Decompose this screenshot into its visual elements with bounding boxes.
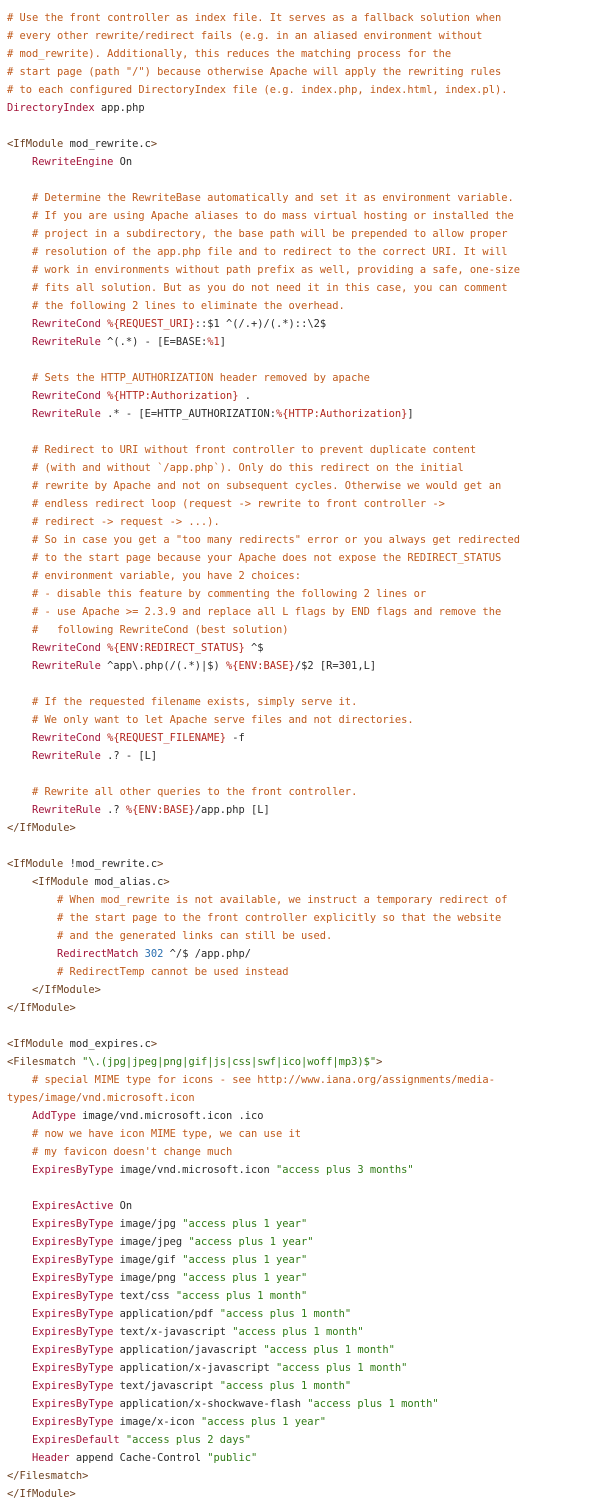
- text-token: .? - [L]: [100, 750, 158, 762]
- comment-token: # environment variable, you have 2 choices:: [7, 570, 302, 582]
- tag-token: <IfModule: [32, 876, 89, 888]
- string-token: "access plus 1 month": [232, 1326, 364, 1338]
- tag-token: <IfModule: [7, 1038, 64, 1050]
- comment-token: # - disable this feature by commenting the following 2 lines or: [7, 588, 427, 600]
- comment-token: types/image/vnd.microsoft.icon: [7, 1092, 195, 1104]
- code-line: [7, 1377, 597, 1395]
- string-token: "access plus 3 months": [276, 1164, 414, 1176]
- directive-token: ExpiresByType: [32, 1326, 114, 1338]
- text-token: [7, 1236, 32, 1248]
- text-token: mod_expires.c: [63, 1038, 151, 1050]
- variable-token: %{ENV:BASE}: [125, 804, 195, 816]
- comment-token: # If the requested filename exists, simply serve it.: [7, 696, 358, 708]
- code-line: [7, 351, 597, 369]
- code-line: [7, 909, 597, 927]
- string-token: "access plus 1 month": [307, 1398, 439, 1410]
- comment-token: # to each configured DirectoryIndex file (e.g. index.php, index.html, index.pl).: [7, 84, 508, 96]
- code-line: [7, 945, 597, 963]
- text-token: ^/$ /app.php/: [163, 948, 252, 960]
- code-line: [7, 9, 597, 27]
- code-listing: [7, 9, 597, 1503]
- comment-token: # my favicon doesn't change much: [7, 1146, 233, 1158]
- code-line: [7, 405, 597, 423]
- directive-token: ExpiresByType: [32, 1290, 114, 1302]
- comment-token: # and the generated links can still be used.: [7, 930, 333, 942]
- string-token: "access plus 2 days": [125, 1434, 252, 1446]
- code-line: [7, 1467, 597, 1485]
- variable-token: %1: [207, 336, 220, 348]
- string-token: "\.(jpg|jpeg|png|gif|js|css|swf|ico|woff|mp3)$": [82, 1056, 377, 1068]
- directive-token: ExpiresByType: [32, 1416, 114, 1428]
- directive-token: ExpiresByType: [32, 1254, 114, 1266]
- code-line: [7, 747, 597, 765]
- text-token: ]: [407, 408, 414, 420]
- code-line: [7, 423, 597, 441]
- directive-token: DirectoryIndex: [7, 102, 95, 114]
- tag-token: >: [157, 858, 164, 870]
- directive-token: ExpiresByType: [32, 1398, 114, 1410]
- string-token: "public": [207, 1452, 258, 1464]
- text-token: application/pdf: [113, 1308, 220, 1320]
- code-line: [7, 441, 597, 459]
- text-token: [7, 660, 32, 672]
- code-line: [7, 1143, 597, 1161]
- code-line: [7, 693, 597, 711]
- text-token: [7, 336, 32, 348]
- comment-token: # So in case you get a "too many redirects" error or you always get redirected: [7, 534, 520, 546]
- code-line: [7, 963, 597, 981]
- text-token: [7, 1290, 32, 1302]
- comment-token: # the start page to the front controller explicitly so that the website: [7, 912, 502, 924]
- code-line: [7, 711, 597, 729]
- comment-token: # (with and without `/app.php`). Only do this redirect on the initial: [7, 462, 464, 474]
- text-token: image/vnd.microsoft.icon .ico: [75, 1110, 264, 1122]
- comment-token: # Rewrite all other queries to the front controller.: [7, 786, 358, 798]
- directive-token: RewriteCond: [32, 642, 101, 654]
- text-token: !mod_rewrite.c: [63, 858, 158, 870]
- comment-token: # following RewriteCond (best solution): [7, 624, 289, 636]
- text-token: text/x-javascript: [113, 1326, 233, 1338]
- code-line: [7, 783, 597, 801]
- comment-token: # If you are using Apache aliases to do mass virtual hosting or installed the: [7, 210, 514, 222]
- string-token: "access plus 1 month": [219, 1308, 352, 1320]
- directive-token: ExpiresByType: [32, 1380, 114, 1392]
- text-token: [7, 732, 32, 744]
- directive-token: ExpiresByType: [32, 1308, 114, 1320]
- text-token: image/gif: [113, 1254, 183, 1266]
- code-line: [7, 1197, 597, 1215]
- text-token: ]: [219, 336, 226, 348]
- comment-token: # special MIME type for icons - see http://www.iana.org/assignments/media-: [7, 1074, 495, 1086]
- tag-token: >: [150, 1038, 158, 1050]
- directive-token: ExpiresByType: [32, 1164, 114, 1176]
- directive-token: RewriteEngine: [32, 156, 114, 168]
- tag-token: <IfModule: [7, 138, 64, 150]
- code-line: [7, 639, 597, 657]
- code-line: [7, 261, 597, 279]
- text-token: append Cache-Control: [69, 1452, 208, 1464]
- code-line: [7, 585, 597, 603]
- text-token: ::$1 ^(/.+)/(.*)::\2$: [194, 318, 327, 330]
- code-line: [7, 549, 597, 567]
- text-token: [7, 1398, 32, 1410]
- code-line: [7, 1305, 597, 1323]
- code-line: [7, 855, 597, 873]
- text-token: -f: [225, 732, 245, 744]
- tag-token: >: [150, 138, 158, 150]
- code-line: [7, 729, 597, 747]
- text-token: [7, 1218, 32, 1230]
- text-token: /$2 [R=301,L]: [294, 660, 377, 672]
- code-line: [7, 891, 597, 909]
- comment-token: # every other rewrite/redirect fails (e.g. in an aliased environment without: [7, 30, 483, 42]
- text-token: [7, 750, 32, 762]
- code-line: [7, 45, 597, 63]
- variable-token: %{REQUEST_URI}: [107, 318, 195, 330]
- text-token: [7, 1200, 32, 1212]
- directive-token: AddType: [32, 1110, 76, 1122]
- variable-token: %{ENV:REDIRECT_STATUS}: [107, 642, 245, 654]
- comment-token: # We only want to let Apache serve files and not directories.: [7, 714, 414, 726]
- comment-token: # - use Apache >= 2.3.9 and replace all L flags by END flags and remove the: [7, 606, 502, 618]
- variable-token: %{HTTP:Authorization}: [276, 408, 408, 420]
- string-token: "access plus 1 year": [182, 1218, 308, 1230]
- code-line: [7, 1287, 597, 1305]
- variable-token: %{ENV:BASE}: [225, 660, 295, 672]
- text-token: image/x-icon: [113, 1416, 201, 1428]
- text-token: [7, 1452, 32, 1464]
- number-token: 302: [144, 948, 164, 960]
- string-token: "access plus 1 year": [188, 1236, 314, 1248]
- text-token: [7, 1380, 32, 1392]
- code-line: [7, 1017, 597, 1035]
- code-line: [7, 207, 597, 225]
- code-line: [7, 477, 597, 495]
- directive-token: ExpiresByType: [32, 1272, 114, 1284]
- code-line: [7, 1233, 597, 1251]
- code-line: [7, 297, 597, 315]
- directive-token: RewriteCond: [32, 390, 101, 402]
- text-token: text/javascript: [113, 1380, 220, 1392]
- comment-token: # start page (path "/") because otherwise Apache will apply the rewriting rules: [7, 66, 502, 78]
- code-line: [7, 225, 597, 243]
- comment-token: # the following 2 lines to eliminate the overhead.: [7, 300, 345, 312]
- code-line: [7, 315, 597, 333]
- tag-token: <IfModule: [7, 858, 64, 870]
- code-line: [7, 1179, 597, 1197]
- code-line: [7, 837, 597, 855]
- code-line: [7, 369, 597, 387]
- text-token: [7, 1272, 32, 1284]
- comment-token: # project in a subdirectory, the base path will be prepended to allow proper: [7, 228, 508, 240]
- code-line: [7, 657, 597, 675]
- code-line: [7, 27, 597, 45]
- text-token: /app.php [L]: [194, 804, 270, 816]
- comment-token: # to the start page because your Apache does not expose the REDIRECT_STATUS: [7, 552, 502, 564]
- text-token: [7, 642, 32, 654]
- code-line: [7, 171, 597, 189]
- code-line: [7, 99, 597, 117]
- directive-token: RewriteRule: [32, 804, 101, 816]
- code-line: [7, 1359, 597, 1377]
- text-token: mod_alias.c: [88, 876, 164, 888]
- code-line: [7, 495, 597, 513]
- tag-token: </IfModule>: [7, 984, 101, 996]
- text-token: [7, 1326, 32, 1338]
- comment-token: # work in environments without path prefix as well, providing a safe, one-size: [7, 264, 520, 276]
- directive-token: ExpiresByType: [32, 1344, 114, 1356]
- directive-token: RewriteCond: [32, 318, 101, 330]
- text-token: ^(.*) - [E=BASE:: [100, 336, 208, 348]
- text-token: [7, 804, 32, 816]
- code-line: [7, 1053, 597, 1071]
- text-token: application/javascript: [113, 1344, 264, 1356]
- code-line: [7, 621, 597, 639]
- code-line: [7, 1413, 597, 1431]
- text-token: image/jpeg: [113, 1236, 189, 1248]
- comment-token: # mod_rewrite). Additionally, this reduces the matching process for the: [7, 48, 452, 60]
- code-line: [7, 999, 597, 1017]
- string-token: "access plus 1 month": [219, 1380, 352, 1392]
- text-token: image/jpg: [113, 1218, 183, 1230]
- text-token: application/x-javascript: [113, 1362, 277, 1374]
- text-token: [7, 408, 32, 420]
- string-token: "access plus 1 year": [182, 1254, 308, 1266]
- text-token: [7, 318, 32, 330]
- code-line: [7, 459, 597, 477]
- text-token: [7, 390, 32, 402]
- code-line: [7, 765, 597, 783]
- string-token: "access plus 1 month": [175, 1290, 308, 1302]
- directive-token: RewriteCond: [32, 732, 101, 744]
- comment-token: # Use the front controller as index file. It serves as a fallback solution when: [7, 12, 502, 24]
- text-token: [7, 1344, 32, 1356]
- text-token: text/css: [113, 1290, 176, 1302]
- text-token: ^app\.php(/(.*)|$): [100, 660, 226, 672]
- text-token: [7, 876, 32, 888]
- code-line: [7, 243, 597, 261]
- directive-token: RedirectMatch: [57, 948, 139, 960]
- code-line: [7, 1485, 597, 1503]
- code-line: [7, 81, 597, 99]
- directive-token: RewriteRule: [32, 750, 101, 762]
- directive-token: ExpiresActive: [32, 1200, 114, 1212]
- code-line: [7, 153, 597, 171]
- code-line: [7, 1431, 597, 1449]
- code-line: [7, 603, 597, 621]
- tag-token: <Filesmatch: [7, 1056, 76, 1068]
- code-line: [7, 1107, 597, 1125]
- code-line: [7, 1269, 597, 1287]
- comment-token: # now we have icon MIME type, we can use it: [7, 1128, 302, 1140]
- comment-token: # resolution of the app.php file and to redirect to the correct URI. It will: [7, 246, 508, 258]
- comment-token: # rewrite by Apache and not on subsequent cycles. Otherwise we would get an: [7, 480, 502, 492]
- text-token: [7, 1416, 32, 1428]
- text-token: app.php: [94, 102, 145, 114]
- code-line: [7, 189, 597, 207]
- code-line: [7, 117, 597, 135]
- code-line: [7, 1323, 597, 1341]
- code-line: [7, 1251, 597, 1269]
- text-token: .* - [E=HTTP_AUTHORIZATION:: [100, 408, 277, 420]
- text-token: On: [113, 156, 133, 168]
- text-token: image/vnd.microsoft.icon: [113, 1164, 277, 1176]
- text-token: [7, 1362, 32, 1374]
- text-token: .: [238, 390, 252, 402]
- variable-token: %{HTTP:Authorization}: [107, 390, 239, 402]
- directive-token: RewriteRule: [32, 336, 101, 348]
- text-token: application/x-shockwave-flash: [113, 1398, 308, 1410]
- text-token: [7, 1254, 32, 1266]
- tag-token: </IfModule>: [7, 822, 76, 834]
- code-line: [7, 1035, 597, 1053]
- comment-token: # Determine the RewriteBase automatically and set it as environment variable.: [7, 192, 514, 204]
- code-line: [7, 1215, 597, 1233]
- string-token: "access plus 1 year": [200, 1416, 327, 1428]
- text-token: [7, 1110, 32, 1122]
- code-line: [7, 1161, 597, 1179]
- code-line: [7, 801, 597, 819]
- code-line: [7, 1125, 597, 1143]
- tag-token: </IfModule>: [7, 1002, 76, 1014]
- comment-token: # When mod_rewrite is not available, we instruct a temporary redirect of: [7, 894, 508, 906]
- code-line: [7, 567, 597, 585]
- text-token: image/png: [113, 1272, 183, 1284]
- directive-token: ExpiresByType: [32, 1236, 114, 1248]
- text-token: [7, 948, 57, 960]
- comment-token: # RedirectTemp cannot be used instead: [7, 966, 289, 978]
- code-line: [7, 1071, 597, 1089]
- code-line: [7, 333, 597, 351]
- code-line: [7, 927, 597, 945]
- comment-token: # Sets the HTTP_AUTHORIZATION header removed by apache: [7, 372, 370, 384]
- directive-token: ExpiresByType: [32, 1362, 114, 1374]
- code-line: [7, 279, 597, 297]
- code-line: [7, 63, 597, 81]
- code-line: [7, 531, 597, 549]
- code-line: [7, 1449, 597, 1467]
- text-token: [7, 1308, 32, 1320]
- code-line: [7, 387, 597, 405]
- code-line: [7, 1395, 597, 1413]
- comment-token: # endless redirect loop (request -> rewrite to front controller ->: [7, 498, 445, 510]
- string-token: "access plus 1 year": [182, 1272, 308, 1284]
- tag-token: >: [163, 876, 170, 888]
- code-line: [7, 1089, 597, 1107]
- text-token: On: [113, 1200, 133, 1212]
- code-line: [7, 819, 597, 837]
- tag-token: >: [376, 1056, 383, 1068]
- directive-token: RewriteRule: [32, 408, 101, 420]
- tag-token: </IfModule>: [7, 1488, 76, 1500]
- comment-token: # Redirect to URI without front controller to prevent duplicate content: [7, 444, 477, 456]
- text-token: .?: [100, 804, 126, 816]
- text-token: [7, 1434, 32, 1446]
- comment-token: # redirect -> request -> ...).: [7, 516, 220, 528]
- string-token: "access plus 1 month": [263, 1344, 395, 1356]
- code-line: [7, 981, 597, 999]
- variable-token: %{REQUEST_FILENAME}: [107, 732, 226, 744]
- code-line: [7, 873, 597, 891]
- text-token: [7, 156, 32, 168]
- tag-token: </Filesmatch>: [7, 1470, 89, 1482]
- comment-token: # fits all solution. But as you do not need it in this case, you can comment: [7, 282, 508, 294]
- text-token: ^$: [244, 642, 264, 654]
- code-line: [7, 675, 597, 693]
- directive-token: ExpiresByType: [32, 1218, 114, 1230]
- directive-token: Header: [32, 1452, 70, 1464]
- directive-token: RewriteRule: [32, 660, 101, 672]
- string-token: "access plus 1 month": [276, 1362, 408, 1374]
- code-line: [7, 513, 597, 531]
- text-token: mod_rewrite.c: [63, 138, 151, 150]
- text-token: [7, 1164, 32, 1176]
- code-line: [7, 1341, 597, 1359]
- code-line: [7, 135, 597, 153]
- directive-token: ExpiresDefault: [32, 1434, 120, 1446]
